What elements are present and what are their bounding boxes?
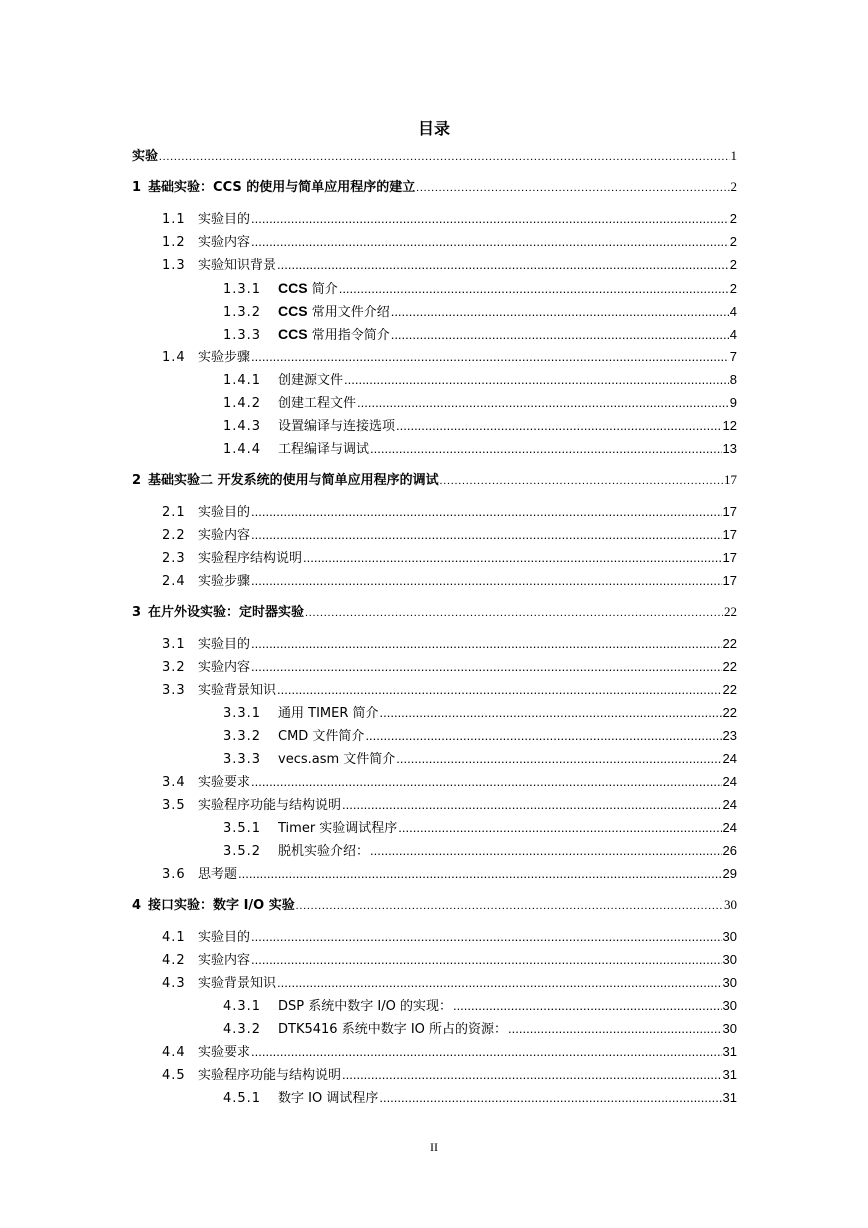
toc-entry[interactable]: [223, 818, 737, 838]
toc-entry-title: [278, 704, 379, 724]
toc-entry-number: 4: [132, 898, 143, 913]
toc-entry[interactable]: [223, 324, 737, 344]
toc-entry[interactable]: [132, 177, 737, 197]
toc-entry[interactable]: [162, 927, 737, 947]
toc-entry-number: 3.3.3: [223, 752, 262, 767]
toc-entry-title: [278, 819, 397, 839]
toc-entry-page: 22: [724, 604, 737, 619]
toc-entry[interactable]: [162, 1042, 737, 1062]
toc-entry-number: 1.4.3: [223, 419, 262, 434]
toc-entry-number: 1.4: [162, 350, 186, 365]
toc-entry[interactable]: [162, 232, 737, 252]
toc-entry-number: 3.1: [162, 637, 186, 652]
toc-entry-title: [278, 301, 390, 323]
toc-entry[interactable]: [162, 680, 737, 700]
toc-entry-title-text: 实验目的: [198, 212, 251, 227]
toc-entry-title: [198, 233, 250, 253]
toc-entry[interactable]: [162, 973, 737, 993]
toc-entry-title: [198, 796, 341, 816]
toc-entry-title-emphasis: CCS: [278, 326, 308, 342]
toc-entry-page: 30: [722, 952, 737, 967]
toc-entry-number: 1.4.1: [223, 373, 262, 388]
toc-leader-dots: [251, 502, 722, 522]
toc-entry-number: 1.3: [162, 258, 186, 273]
toc-entry[interactable]: [132, 602, 737, 622]
toc-entry[interactable]: [132, 470, 737, 490]
toc-entry-number: 1.4.2: [223, 396, 262, 411]
toc-entry-page: 2: [729, 234, 737, 249]
toc-leader-dots: [365, 726, 721, 746]
toc-entry-number: 1.3.3: [223, 328, 262, 343]
toc-entry[interactable]: [162, 571, 737, 591]
toc-entry-title-text: 接口实验：数字 I/O 实验: [148, 898, 295, 913]
toc-entry-title: [278, 997, 452, 1017]
toc-entry-number: 2.2: [162, 528, 186, 543]
toc-entry[interactable]: [162, 634, 737, 654]
toc-leader-dots: [251, 232, 729, 252]
toc-entry-title-text: 基础实验二 开发系统的使用与简单应用程序的调试: [148, 473, 439, 488]
toc-entry-title-text: 实验步骤: [198, 574, 251, 589]
toc-entry-title-text: vecs.asm 文件简介: [278, 752, 396, 767]
toc-leader-dots: [251, 525, 722, 545]
toc-leader-dots: [342, 795, 722, 815]
toc-entry-page: 31: [722, 1067, 737, 1082]
toc-leader-dots: [391, 325, 729, 345]
toc-entry-title: [198, 773, 250, 793]
toc-entry[interactable]: [223, 278, 737, 298]
toc-entry-title: [198, 974, 276, 994]
toc-entry-title-text: Timer 实验调试程序: [278, 821, 398, 836]
toc-entry-title-text: 通用 TIMER 简介: [278, 706, 379, 721]
toc-entry-page: 26: [722, 843, 737, 858]
toc-entry[interactable]: [223, 370, 737, 390]
toc-leader-dots: [357, 393, 729, 413]
toc-entry-page: 22: [722, 636, 737, 651]
toc-entry-title-text: 实验内容: [198, 953, 251, 968]
toc-entry-title: [278, 278, 338, 300]
toc-leader-dots: [277, 973, 722, 993]
toc-entry-page: 23: [722, 728, 737, 743]
toc-entry-title: [198, 348, 250, 368]
toc-entry[interactable]: [223, 996, 737, 1016]
toc-entry-title: [278, 371, 343, 391]
toc-entry-page: 30: [722, 1021, 737, 1036]
toc-leader-dots: [251, 347, 729, 367]
toc-entry-number: 3.3.2: [223, 729, 262, 744]
toc-entry-title-text: 创建工程文件: [278, 396, 357, 411]
toc-entry[interactable]: [132, 895, 737, 915]
toc-leader-dots: [277, 255, 729, 275]
toc-entry-page: 17: [722, 527, 737, 542]
toc-entry-number: 3.5.1: [223, 821, 262, 836]
toc-entry-number: 1.3.2: [223, 305, 262, 320]
toc-entry-title: [198, 681, 276, 701]
toc-entry-title: [198, 658, 250, 678]
toc-entry-title-text: 实验程序功能与结构说明: [198, 1068, 342, 1083]
toc-entry-title-text: 实验程序功能与结构说明: [198, 798, 342, 813]
toc-entry-title: [148, 896, 295, 916]
toc-entry-title-text: 实验程序结构说明: [198, 551, 303, 566]
toc-entry[interactable]: [162, 864, 737, 884]
toc-entry-title: [198, 572, 250, 592]
toc-entry-title: [198, 1066, 341, 1086]
toc-entry-title-emphasis: CCS: [278, 280, 308, 296]
toc-entry-page: 17: [722, 550, 737, 565]
toc-entry-page: 24: [722, 797, 737, 812]
toc-leader-dots: [251, 209, 729, 229]
toc-entry-number: 4.5: [162, 1068, 186, 1083]
toc-entry-page: 2: [729, 281, 737, 296]
toc-leader-dots: [344, 370, 729, 390]
toc-leader-dots: [391, 302, 729, 322]
toc-leader-dots: [453, 996, 722, 1016]
toc-entry-number: 3.5.2: [223, 844, 262, 859]
toc-entry[interactable]: [223, 749, 737, 769]
toc-leader-dots: [251, 657, 722, 677]
toc-entry[interactable]: [162, 347, 737, 367]
toc-entry-title-text: 实验要求: [198, 775, 251, 790]
toc-leader-dots: [251, 571, 722, 591]
toc-entry[interactable]: [162, 525, 737, 545]
toc-leader-dots: [159, 147, 729, 167]
toc-entry-page: 30: [722, 975, 737, 990]
toc-entry-title: [278, 324, 390, 346]
toc-entry-number: 3.4: [162, 775, 186, 790]
toc-entry-number: 3.5: [162, 798, 186, 813]
toc-entry-page: 17: [724, 472, 737, 487]
toc-entry-number: 3.3.1: [223, 706, 262, 721]
toc-entry-title: [198, 549, 302, 569]
toc-entry[interactable]: [132, 146, 737, 166]
toc-entry-page: 22: [722, 682, 737, 697]
toc-entry[interactable]: [223, 703, 737, 723]
toc-entry-number: 1: [132, 180, 143, 195]
toc-entry-title: [198, 928, 250, 948]
toc-entry-title: [278, 842, 369, 862]
toc-entry[interactable]: [223, 1019, 737, 1039]
toc-entry-page: 1: [730, 148, 737, 163]
toc-entry-number: 2: [132, 473, 143, 488]
toc-leader-dots: [305, 603, 723, 623]
toc-entry-number: 3.6: [162, 867, 186, 882]
toc-leader-dots: [380, 703, 722, 723]
toc-entry[interactable]: [162, 795, 737, 815]
toc-entry-page: 30: [722, 998, 737, 1013]
toc-entry-page: 30: [722, 929, 737, 944]
toc-entry-title-text: 实验背景知识: [198, 976, 277, 991]
toc-entry-number: 2.3: [162, 551, 186, 566]
toc-entry-title-text: 实验目的: [198, 505, 251, 520]
toc-entry-title: [198, 1043, 250, 1063]
toc-entry-title-text: 实验知识背景: [198, 258, 277, 273]
toc-entry-number: 2.1: [162, 505, 186, 520]
toc-leader-dots: [398, 818, 721, 838]
toc-entry[interactable]: [162, 950, 737, 970]
toc-entry-title-text: 实验步骤: [198, 350, 251, 365]
toc-entry-title-text: 实验: [132, 149, 159, 164]
toc-entry-page: 22: [722, 659, 737, 674]
toc-entry-title-text: 在片外设实验：定时器实验: [148, 605, 305, 620]
toc-entry-page: 31: [722, 1090, 737, 1105]
toc-entry-title: [278, 750, 395, 770]
toc-entry-number: 4.3: [162, 976, 186, 991]
toc-entry-title: [148, 603, 304, 623]
toc-entry-page: 8: [729, 372, 737, 387]
toc-entry-title-text: 创建源文件: [278, 373, 344, 388]
toc-entry-title: [198, 635, 250, 655]
toc-entry-title: [148, 178, 415, 198]
toc-entry-number: 1.1: [162, 212, 186, 227]
toc-entry-title-text: DTK5416 系统中数字 IO 所占的资源：: [278, 1022, 508, 1037]
toc-entry-title-text: 工程编译与调试: [278, 442, 370, 457]
toc-entry-title-emphasis: CCS: [278, 303, 308, 319]
toc-entry[interactable]: [162, 657, 737, 677]
toc-entry-title-text: 实验目的: [198, 637, 251, 652]
toc-entry-title: [198, 951, 250, 971]
toc-leader-dots: [238, 864, 722, 884]
toc-entry-number: 3.2: [162, 660, 186, 675]
page-number-footer: II: [430, 1140, 438, 1154]
toc-leader-dots: [251, 927, 722, 947]
toc-entry-title-text: 常用文件介绍: [307, 305, 390, 320]
toc-entry[interactable]: [162, 772, 737, 792]
toc-entry[interactable]: [223, 439, 737, 459]
toc-entry-title: [278, 440, 369, 460]
toc-entry-page: 17: [722, 573, 737, 588]
toc-entry-page: 31: [722, 1044, 737, 1059]
toc-leader-dots: [251, 950, 722, 970]
toc-entry-number: 3: [132, 605, 143, 620]
toc-entry[interactable]: [223, 416, 737, 436]
toc-leader-dots: [396, 416, 722, 436]
toc-entry-page: 2: [730, 179, 737, 194]
toc-entry-title-text: 实验目的: [198, 930, 251, 945]
toc-leader-dots: [342, 1065, 722, 1085]
toc-entry-title-text: 实验内容: [198, 528, 251, 543]
toc-leader-dots: [416, 178, 729, 198]
toc-leader-dots: [396, 749, 721, 769]
toc-entry-number: 3.3: [162, 683, 186, 698]
toc-entry[interactable]: [162, 502, 737, 522]
toc-entry-title: [198, 210, 250, 230]
toc-entry-title: [132, 147, 158, 167]
toc-entry-title: [198, 256, 276, 276]
toc-entry-page: 2: [729, 257, 737, 272]
toc-entry-page: 2: [729, 211, 737, 226]
toc-leader-dots: [277, 680, 722, 700]
toc-leader-dots: [296, 896, 723, 916]
toc-entry-title: [278, 1020, 507, 1040]
toc-entry-title-text: 实验背景知识: [198, 683, 277, 698]
toc-entry-page: 4: [729, 327, 737, 342]
toc-entry-number: 4.3.1: [223, 999, 262, 1014]
toc-entry-page: 4: [729, 304, 737, 319]
toc-leader-dots: [379, 1088, 721, 1108]
toc-entry-title: [148, 471, 439, 491]
toc-leader-dots: [251, 634, 722, 654]
toc-entry-page: 24: [722, 751, 737, 766]
toc-entry-title: [198, 503, 250, 523]
toc-entry-page: 22: [722, 705, 737, 720]
toc-entry-page: 30: [724, 897, 737, 912]
toc-entry-page: 9: [729, 395, 737, 410]
toc-entry-page: 29: [722, 866, 737, 881]
toc-entry-title-text: 数字 IO 调试程序: [278, 1091, 379, 1106]
toc-leader-dots: [370, 439, 722, 459]
toc-entry[interactable]: [162, 548, 737, 568]
toc-entry-title: [278, 394, 356, 414]
toc-entry-title-text: 实验要求: [198, 1045, 251, 1060]
toc-leader-dots: [251, 772, 722, 792]
toc-leader-dots: [508, 1019, 722, 1039]
toc-entry-page: 24: [722, 774, 737, 789]
toc-entry-title-text: CMD 文件简介: [278, 729, 365, 744]
toc-entry-title-text: DSP 系统中数字 I/O 的实现：: [278, 999, 452, 1014]
toc-entry-number: 1.2: [162, 235, 186, 250]
toc-entry-page: 17: [722, 504, 737, 519]
toc-entry-number: 4.1: [162, 930, 186, 945]
toc-leader-dots: [303, 548, 722, 568]
toc-entry-title: [278, 417, 395, 437]
toc-entry-page: 24: [722, 820, 737, 835]
toc-entry[interactable]: [223, 841, 737, 861]
toc-entry[interactable]: [162, 255, 737, 275]
toc-entry-number: 2.4: [162, 574, 186, 589]
toc-entry[interactable]: [162, 1065, 737, 1085]
toc-leader-dots: [251, 1042, 722, 1062]
toc-entry-title-text: 设置编译与连接选项: [278, 419, 396, 434]
toc-entry[interactable]: [223, 726, 737, 746]
toc-entry-page: 7: [729, 349, 737, 364]
toc-entry-title-text: 实验内容: [198, 235, 251, 250]
toc-entry[interactable]: [162, 209, 737, 229]
toc-entry-number: 1.3.1: [223, 282, 262, 297]
toc-entry-number: 4.5.1: [223, 1091, 262, 1106]
toc-leader-dots: [440, 471, 723, 491]
toc-entry-title: [198, 526, 250, 546]
toc-entry-title-text: 脱机实验介绍：: [278, 844, 370, 859]
toc-entry-title: [278, 727, 364, 747]
toc-entry-number: 1.4.4: [223, 442, 262, 457]
toc-entry-title-text: 基础实验：CCS 的使用与简单应用程序的建立: [148, 180, 416, 195]
toc-entry-number: 4.3.2: [223, 1022, 262, 1037]
toc-leader-dots: [370, 841, 722, 861]
toc-entry[interactable]: [223, 1088, 737, 1108]
toc-entry-title-text: 简介: [307, 282, 338, 297]
toc-entry-title-text: 常用指令简介: [307, 328, 390, 343]
toc-entry-page: 12: [722, 418, 737, 433]
toc-entry-title: [278, 1089, 378, 1109]
toc-entry-number: 4.2: [162, 953, 186, 968]
toc-entry[interactable]: [223, 393, 737, 413]
toc-entry-number: 4.4: [162, 1045, 186, 1060]
toc-entry-title: [198, 865, 237, 885]
toc-leader-dots: [339, 279, 729, 299]
page-title: 目录: [417, 119, 450, 138]
toc-entry-title-text: 实验内容: [198, 660, 251, 675]
toc-entry[interactable]: [223, 301, 737, 321]
toc-entry-page: 13: [722, 441, 737, 456]
toc-entry-title-text: 思考题: [198, 867, 238, 882]
